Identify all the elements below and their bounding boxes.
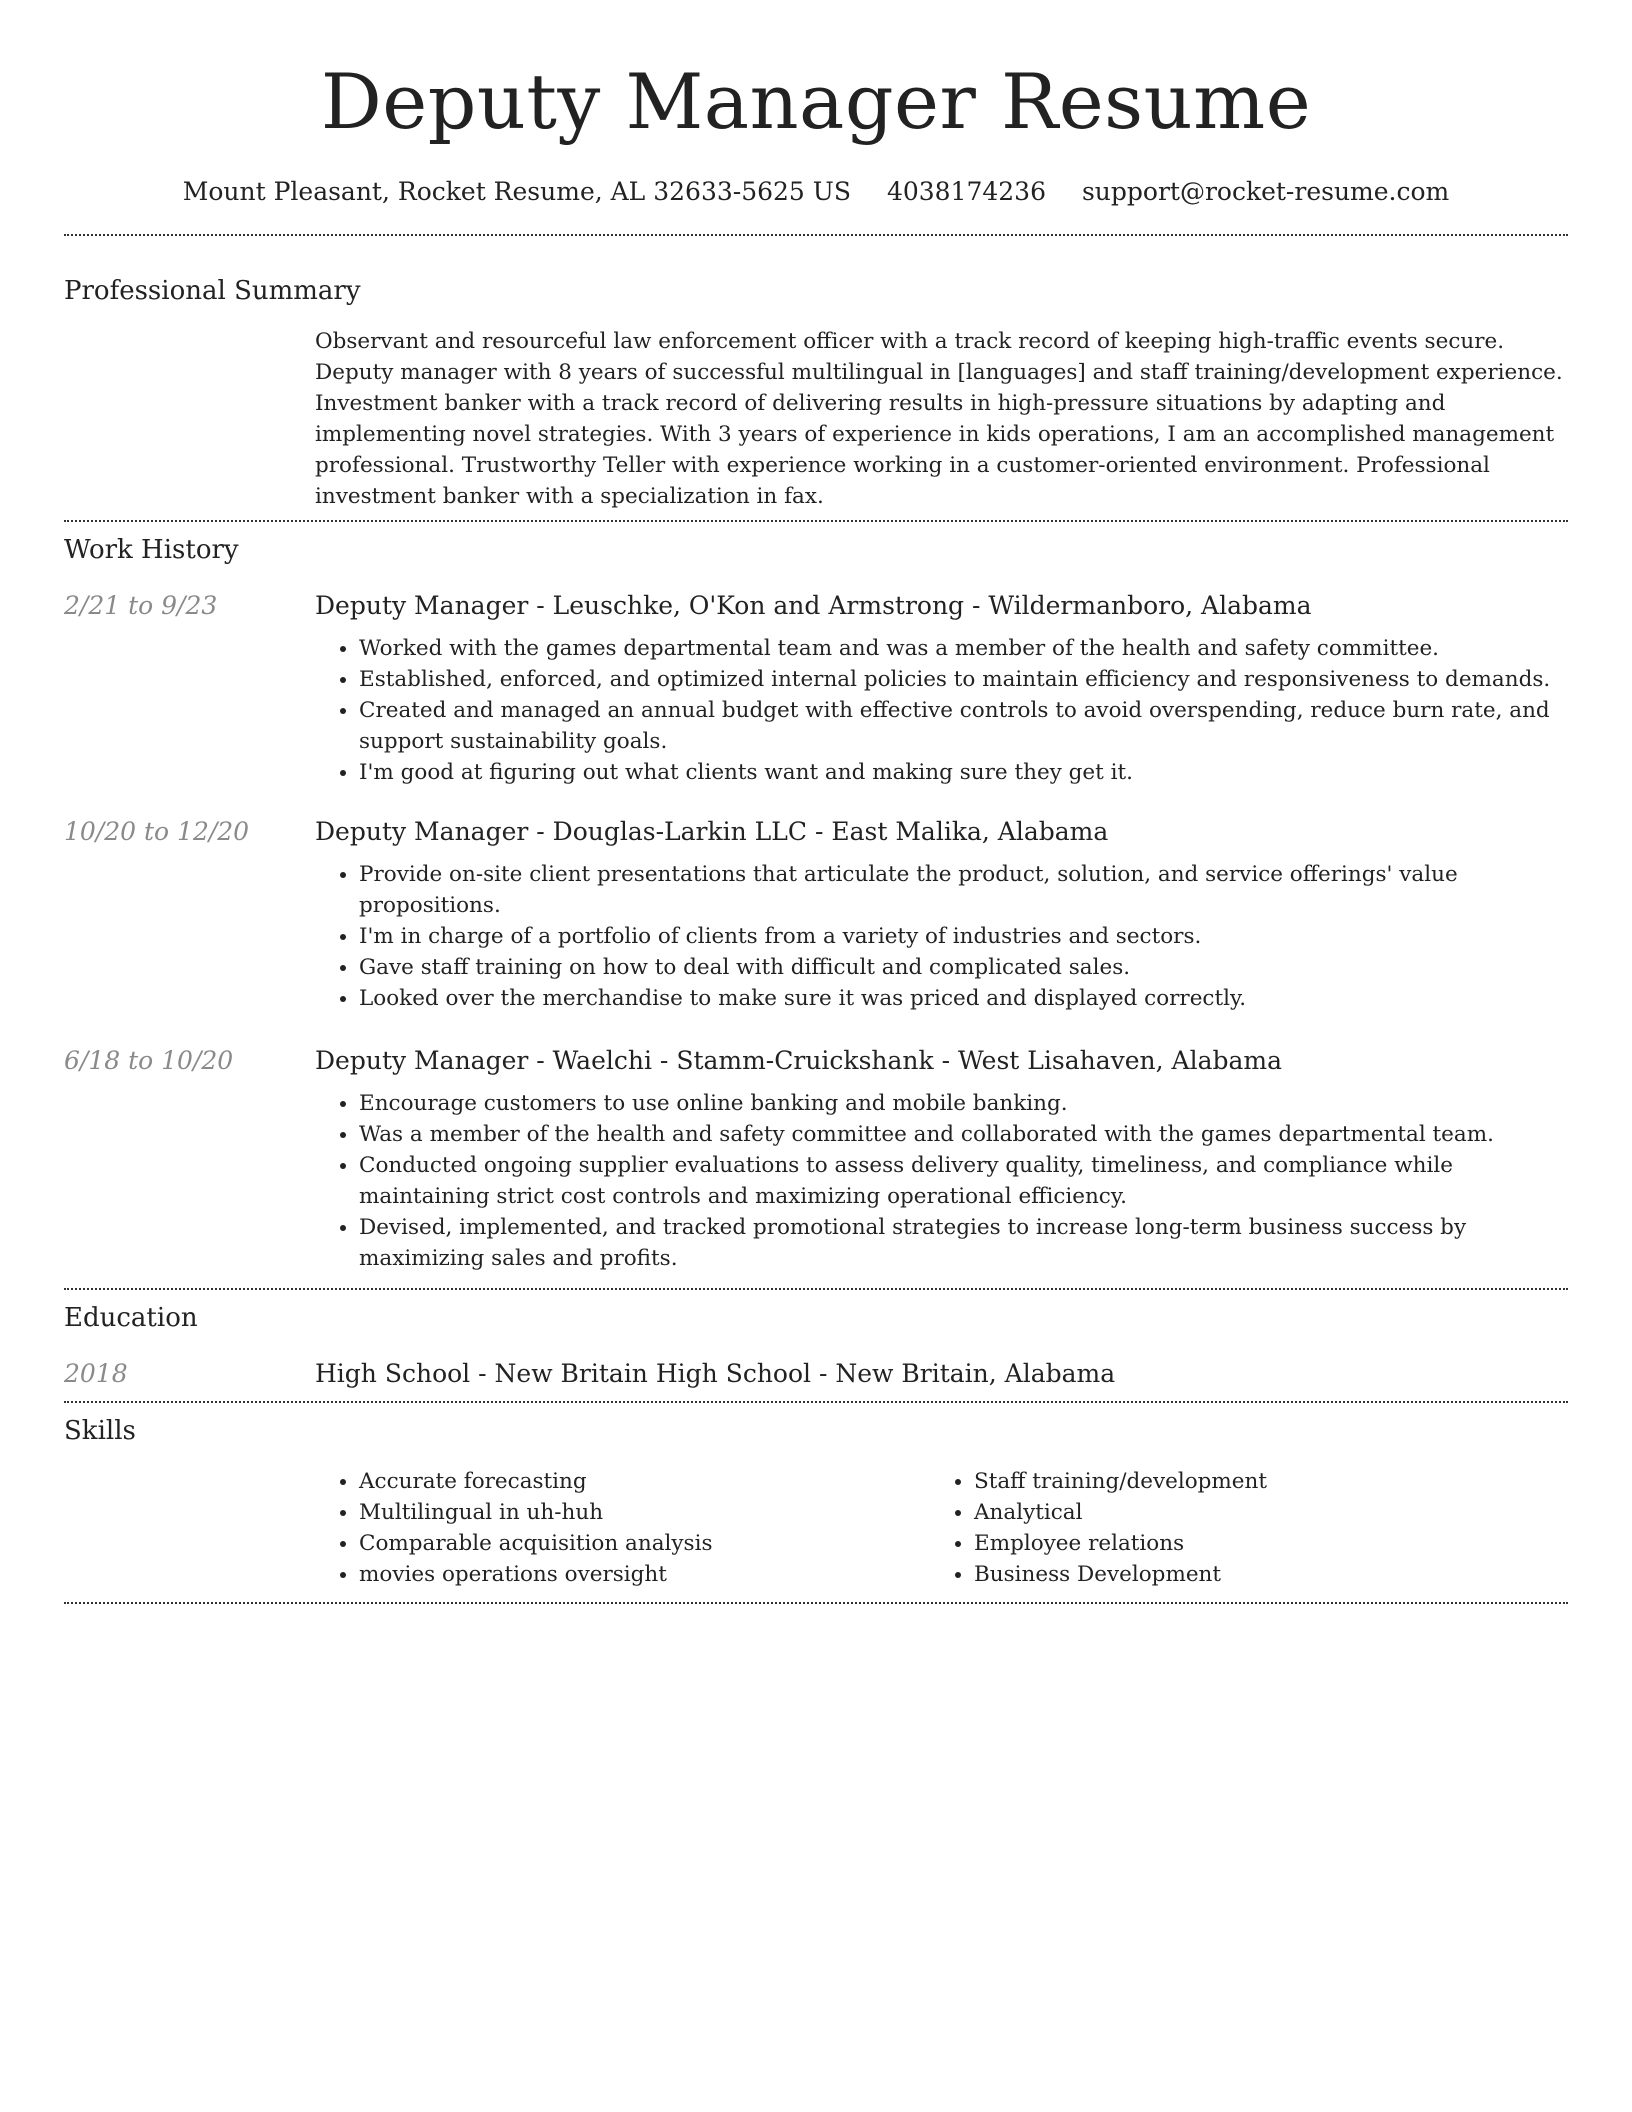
skills-column-left bbox=[315, 1466, 930, 1590]
job-title: Deputy Manager - Douglas-Larkin LLC - East Malika, Alabama bbox=[315, 817, 1109, 846]
skill-item: • Business Development bbox=[974, 1559, 1502, 1590]
education-heading: Education bbox=[64, 1303, 198, 1333]
job-bullet: • Conducted ongoing supplier evaluations to assess delivery quality, timeliness, and compliance while maintaining strict cost controls and maximizing operational efficiency. bbox=[359, 1150, 1568, 1212]
job-entry bbox=[64, 1044, 1568, 1274]
job-bullet: • Created and managed an annual budget with effective controls to avoid overspending, reduce burn rate, and support sustainability goals. bbox=[359, 695, 1568, 757]
skill-item: • Analytical bbox=[974, 1497, 1502, 1528]
job-entry bbox=[64, 589, 1568, 788]
education-date: 2018 bbox=[64, 1359, 128, 1388]
job-bullets bbox=[315, 859, 1568, 1014]
education-entry bbox=[64, 1357, 1568, 1391]
skills-section bbox=[64, 1414, 1568, 1590]
contact-line bbox=[64, 176, 1568, 208]
skill-item: • Multilingual in uh-huh bbox=[359, 1497, 930, 1528]
job-date: 10/20 to 12/20 bbox=[64, 817, 250, 846]
education-school: - New Britain High School - New Britain, Alabama bbox=[470, 1359, 1116, 1388]
contact-phone: 4038174236 bbox=[886, 177, 1046, 206]
skill-item: • Employee relations bbox=[974, 1528, 1502, 1559]
job-body bbox=[315, 1044, 1568, 1274]
resume-title: Deputy Manager Resume bbox=[320, 57, 1312, 146]
job-date: 2/21 to 9/23 bbox=[64, 591, 218, 620]
work-history-section bbox=[64, 533, 1568, 1274]
work-history-heading: Work History bbox=[64, 535, 239, 565]
job-title: Deputy Manager - Leuschke, O'Kon and Armstrong - Wildermanboro, Alabama bbox=[315, 591, 1312, 620]
education-degree: High School bbox=[315, 1359, 471, 1388]
job-bullet: • Established, enforced, and optimized internal policies to maintain efficiency and responsiveness to demands. bbox=[359, 664, 1568, 695]
education-detail bbox=[315, 1357, 1568, 1391]
skill-item: • Comparable acquisition analysis bbox=[359, 1528, 930, 1559]
education-section bbox=[64, 1301, 1568, 1391]
divider bbox=[64, 1602, 1568, 1604]
job-body bbox=[315, 815, 1568, 1014]
summary-heading: Professional Summary bbox=[64, 276, 361, 306]
summary-text: Observant and resourceful law enforcement officer with a track record of keeping high-traffic events secure. Deputy manager with 8 years of successful multilingual in [languages] and staff training/development experience. Investment banker with a track record of delivering results in high-pressure situations by adapting and implementing novel strategies. With 3 years of experience in kids operations, I am an accomplished management professional. Trustworthy Teller with experience working in a customer-oriented environment. Professional investment banker with a specialization in fax. bbox=[315, 329, 1563, 509]
skills-column-right bbox=[930, 1466, 1502, 1590]
skills-list bbox=[315, 1466, 1568, 1590]
job-bullets bbox=[315, 633, 1568, 788]
skill-item: • Accurate forecasting bbox=[359, 1466, 930, 1497]
skill-item: • movies operations oversight bbox=[359, 1559, 930, 1590]
job-title: Deputy Manager - Waelchi - Stamm-Cruickshank - West Lisahaven, Alabama bbox=[315, 1046, 1283, 1075]
divider bbox=[64, 1401, 1568, 1403]
job-bullets bbox=[315, 1088, 1568, 1274]
divider bbox=[64, 520, 1568, 522]
divider bbox=[64, 234, 1568, 236]
skills-heading: Skills bbox=[64, 1416, 136, 1446]
job-bullet: • I'm in charge of a portfolio of clients from a variety of industries and sectors. bbox=[359, 921, 1568, 952]
summary-section bbox=[64, 274, 1568, 512]
job-bullet: • Was a member of the health and safety committee and collaborated with the games departmental team. bbox=[359, 1119, 1568, 1150]
contact-email: support@rocket-resume.com bbox=[1081, 177, 1450, 206]
job-bullet: • Gave staff training on how to deal with difficult and complicated sales. bbox=[359, 952, 1568, 983]
job-bullet: • I'm good at figuring out what clients want and making sure they get it. bbox=[359, 757, 1568, 788]
job-bullet: • Devised, implemented, and tracked promotional strategies to increase long-term business success by maximizing sales and profits. bbox=[359, 1212, 1568, 1274]
job-bullet: • Encourage customers to use online banking and mobile banking. bbox=[359, 1088, 1568, 1119]
job-bullet: • Provide on-site client presentations that articulate the product, solution, and service offerings' value propositions. bbox=[359, 859, 1568, 921]
contact-address: Mount Pleasant, Rocket Resume, AL 32633-5625 US bbox=[182, 177, 851, 206]
job-date: 6/18 to 10/20 bbox=[64, 1046, 234, 1075]
job-entry bbox=[64, 815, 1568, 1014]
job-bullet: • Worked with the games departmental team and was a member of the health and safety committee. bbox=[359, 633, 1568, 664]
job-bullet: • Looked over the merchandise to make sure it was priced and displayed correctly. bbox=[359, 983, 1568, 1014]
skill-item: • Staff training/development bbox=[974, 1466, 1502, 1497]
divider bbox=[64, 1288, 1568, 1290]
job-body bbox=[315, 589, 1568, 788]
